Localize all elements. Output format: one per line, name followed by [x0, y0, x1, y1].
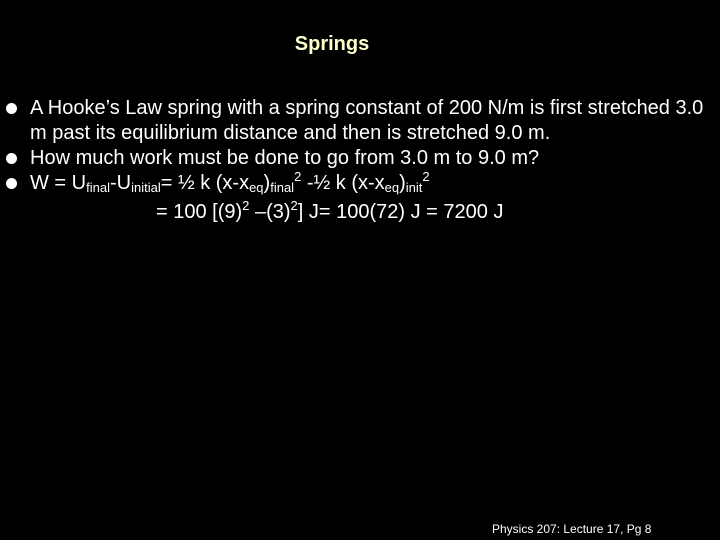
bullet-text: How much work must be done to go from 3.0 m to 9.0 m? [30, 147, 540, 169]
bullet-dot-icon [6, 178, 17, 189]
slide-title: Springs [294, 33, 370, 55]
work-calculation: = 100 [$(9)^2$ $-(3)^2$] J= 100(72) J = 7200 J [156, 198, 504, 223]
bullet-item-equation [6, 171, 706, 196]
bullet-dot-icon [6, 153, 17, 164]
slide-footer: Physics 207: Lecture 17, Pg 8 [492, 522, 652, 536]
bullet-list [6, 96, 706, 226]
bullet-item-problem [6, 96, 706, 146]
work-equation: $W = U_{final}-U_{initial}=$ ½ k $(x-x_{eq})_{final}^2$ -½ k $(x-x_{eq})_{init}^2$ [30, 169, 430, 195]
bullet-dot-icon [6, 103, 17, 114]
bullet-item-question [6, 146, 706, 171]
bullet-text: A Hooke’s Law spring with a spring constant of 200 N/m is first stretched 3.0 m past its equilibrium distance and then is stretched 9.0 m. [30, 97, 704, 144]
